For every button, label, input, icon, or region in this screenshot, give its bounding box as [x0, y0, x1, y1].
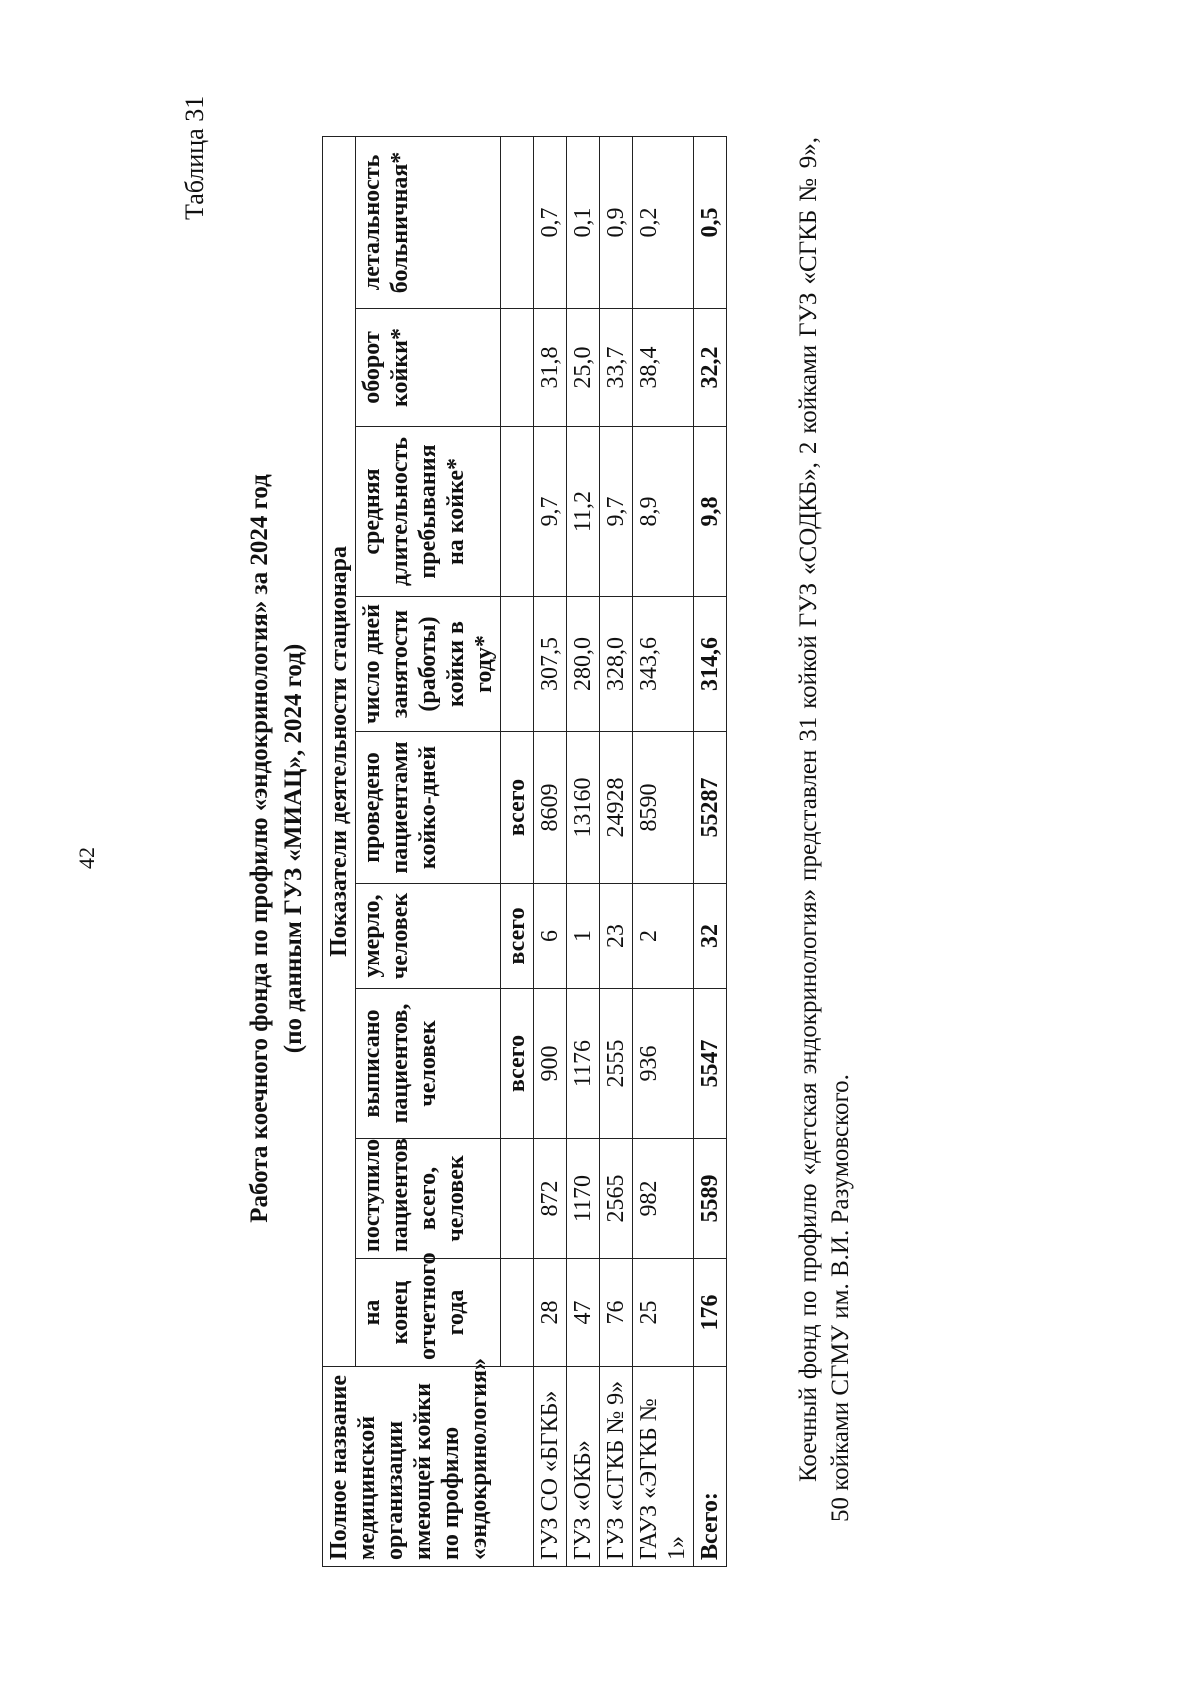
col-header: число дней занятости (работы) койки в году* [356, 597, 501, 732]
total-row [694, 136, 727, 1566]
col-header: проведено пациентами койко-дней [356, 732, 501, 884]
col-header: на конец отчетного года [356, 1259, 501, 1367]
col-header: поступило пациентов всего, человек [356, 1139, 501, 1259]
total-cell: 5589 [694, 1139, 727, 1259]
header-row-group [323, 136, 356, 1566]
cell: 6 [534, 884, 567, 989]
sub-header-total: всего [501, 884, 534, 989]
sub-header-empty [501, 1139, 534, 1259]
cell: 11,2 [567, 427, 600, 597]
cell: 343,6 [633, 597, 694, 732]
cell: 8609 [534, 732, 567, 884]
row-org-name: ГУЗ СО «БГКБ» [534, 1367, 567, 1567]
footnote-paragraph: Коечный фонд по профилю «детская эндокринология» представлен 31 койкой ГУЗ «СОДКБ», 2 койками ГУЗ «СГКБ № 9», 50 койками СГМУ им. В.И. Разумовского. [795, 137, 854, 1522]
col-header: умерло, человек [356, 884, 501, 989]
cell: 13160 [567, 732, 600, 884]
bed-fund-table [322, 136, 727, 1567]
cell: 8,9 [633, 427, 694, 597]
cell: 1176 [567, 989, 600, 1139]
cell: 9,7 [600, 427, 633, 597]
header-row-sub [501, 136, 534, 1566]
table-row [600, 136, 633, 1566]
col-header: выписано пациентов, человек [356, 989, 501, 1139]
col-header: средняя длительность пребывания на койке* [356, 427, 501, 597]
cell: 0,9 [600, 136, 633, 308]
cell: 25,0 [567, 309, 600, 427]
table-row [534, 136, 567, 1566]
cell: 31,8 [534, 309, 567, 427]
sub-header-total: всего [501, 732, 534, 884]
sub-header-empty [501, 427, 534, 597]
sub-header-empty [501, 309, 534, 427]
cell: 982 [633, 1139, 694, 1259]
sub-header-total: всего [501, 989, 534, 1139]
cell: 328,0 [600, 597, 633, 732]
row-org-name: ГУЗ «СГКБ № 9» [600, 1367, 633, 1567]
cell: 1 [567, 884, 600, 989]
cell: 2 [633, 884, 694, 989]
total-cell: 5547 [694, 989, 727, 1139]
total-cell: 314,6 [694, 597, 727, 732]
total-cell: 176 [694, 1259, 727, 1367]
cell: 9,7 [534, 427, 567, 597]
header-row-columns [356, 136, 501, 1566]
total-cell: 9,8 [694, 427, 727, 597]
cell: 0,1 [567, 136, 600, 308]
total-cell: 55287 [694, 732, 727, 884]
cell: 47 [567, 1259, 600, 1367]
table-subtitle: (по данным ГУЗ «МИАЦ», 2024 год) [280, 643, 307, 1054]
row-org-name: ГУЗ «ОКБ» [567, 1367, 600, 1567]
cell: 1170 [567, 1139, 600, 1259]
sub-header-empty [501, 136, 534, 308]
cell: 900 [534, 989, 567, 1139]
cell: 25 [633, 1259, 694, 1367]
total-cell: 32,2 [694, 309, 727, 427]
cell: 33,7 [600, 309, 633, 427]
cell: 0,7 [534, 136, 567, 308]
total-label: Всего: [694, 1367, 727, 1567]
row-org-name: ГАУЗ «ЭГКБ № 1» [633, 1367, 694, 1567]
page-number: 42 [74, 847, 99, 869]
cell: 936 [633, 989, 694, 1139]
cell: 872 [534, 1139, 567, 1259]
sub-header-empty [501, 1259, 534, 1367]
cell: 2555 [600, 989, 633, 1139]
total-cell: 0,5 [694, 136, 727, 308]
cell: 28 [534, 1259, 567, 1367]
table-row [567, 136, 600, 1566]
table-row [633, 136, 694, 1566]
cell: 8590 [633, 732, 694, 884]
cell: 0,2 [633, 136, 694, 308]
cell: 307,5 [534, 597, 567, 732]
cell: 2565 [600, 1139, 633, 1259]
col-header: оборот койки* [356, 309, 501, 427]
table-label: Таблица 31 [180, 95, 209, 220]
cell: 280,0 [567, 597, 600, 732]
header-group: Показатели деятельности стационара [323, 136, 356, 1366]
cell: 24928 [600, 732, 633, 884]
cell: 76 [600, 1259, 633, 1367]
sub-header-empty [501, 597, 534, 732]
total-cell: 32 [694, 884, 727, 989]
header-org: Полное название медицинской организации имеющей койки по профилю «эндокринология» [323, 1367, 534, 1567]
col-header: летальность больничная* [356, 136, 501, 308]
cell: 38,4 [633, 309, 694, 427]
cell: 23 [600, 884, 633, 989]
table-title: Работа коечного фонда по профилю «эндокринология» за 2024 год [246, 474, 273, 1223]
